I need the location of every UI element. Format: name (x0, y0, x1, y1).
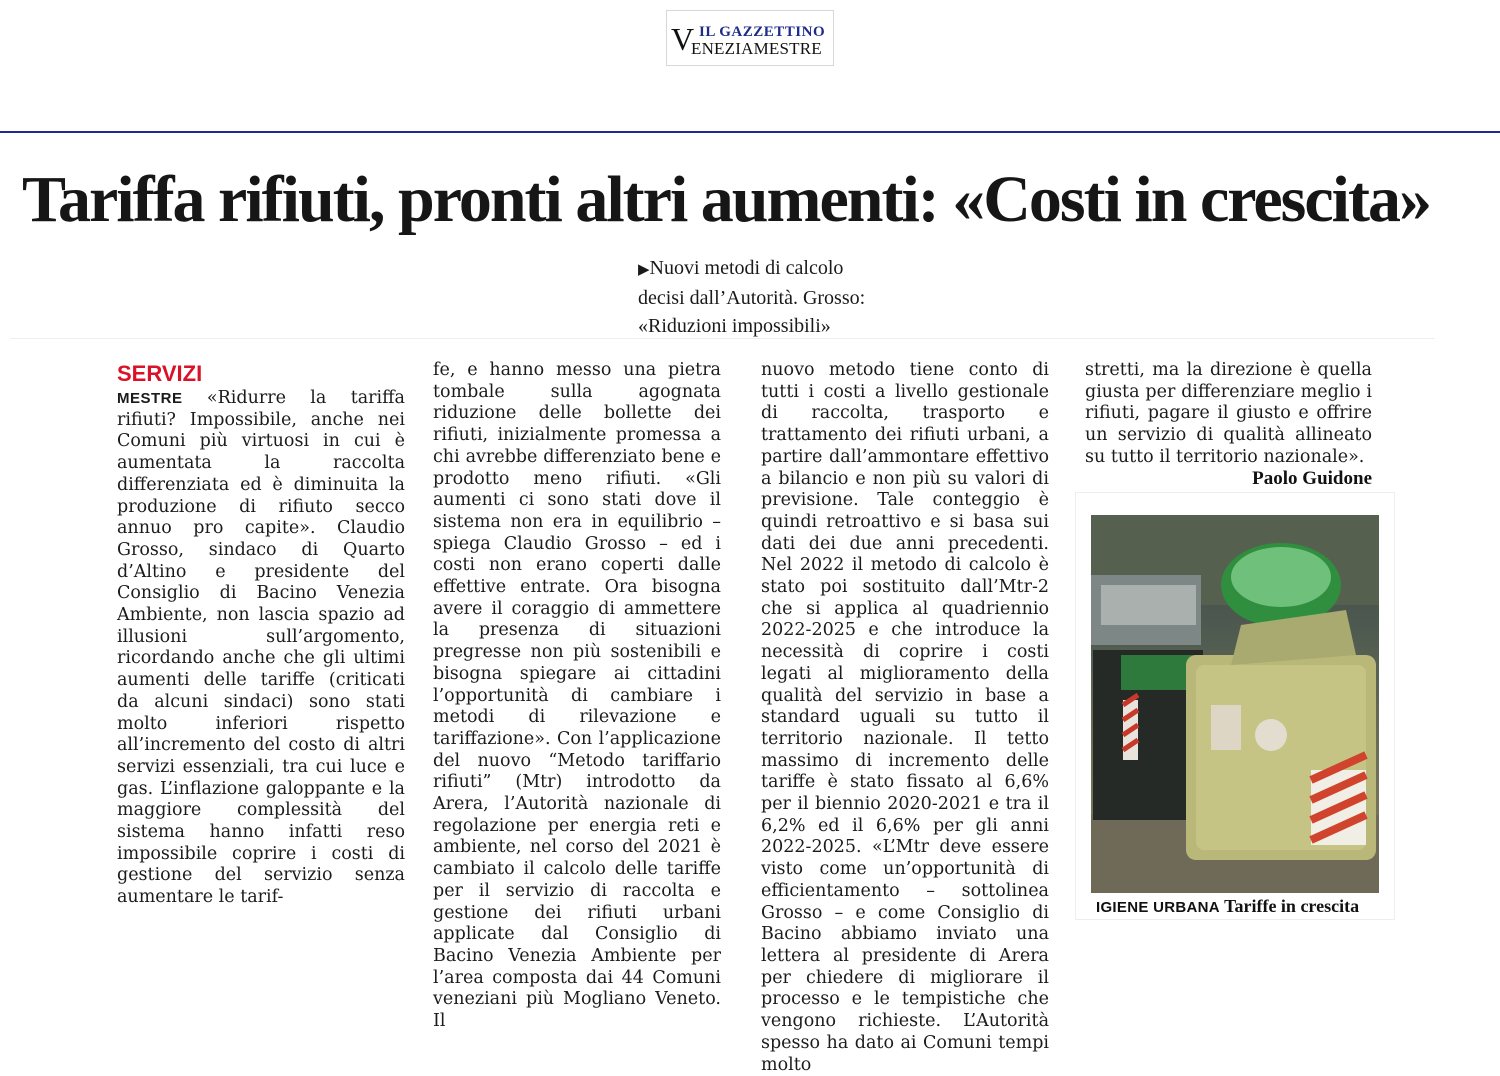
column-4-text: stretti, ma la direzione è quella giusta per differenziare meglio i rifiuti, pagare il giusto e offrire un servizio di qualità allineato su tutto il territorio nazionale». (1085, 360, 1372, 467)
article-column-1 (117, 360, 405, 908)
dateline: MESTRE (117, 390, 183, 407)
triangle-marker-icon: ▶ (638, 262, 650, 278)
section-kicker: SERVIZI (117, 361, 203, 386)
byline: Paolo Guidone (1252, 468, 1372, 489)
divider (10, 338, 1435, 339)
masthead-logo (666, 10, 834, 66)
masthead-edition: ENEZIAMESTRE (691, 39, 822, 58)
column-1-text: «Ridurre la tariffa rifiuti? Impossibile, anche nei Comuni più virtuosi in cui è aumentata la raccolta differenziata ed è diminuita la produzione di rifiuto secco annuo pro capite». Claudio Grosso, sindaco di Quarto d’Altino e presidente del Consiglio di Bacino Venezia Ambiente, non lascia spazio ad illusioni sull’argomento, ricordando anche che gli ultimi aumenti delle tariffe (criticati da alcuni sindaci) sono stati molto inferiori rispetto all’incremento del costo di altri servizi essenziali, tra cui luce e gas. L’inflazione galoppante e la maggiore complessità del sistema hanno infatti reso impossibile coprire i costi di gestione del servizio senza aumentare le tarif- (117, 388, 405, 908)
article-column-4 (1085, 360, 1372, 470)
subhead-line-2: decisi dall’Autorità. Grosso: (638, 287, 866, 309)
headline: Tariffa rifiuti, pronti altri aumenti: «Costi in crescita» (22, 163, 1430, 236)
waste-bins-photo (1091, 515, 1379, 893)
header-rule (0, 131, 1500, 133)
masthead-letter: V (671, 21, 695, 57)
column-2-text: fe, e hanno messo una pietra tombale sulla agognata riduzione delle bollette dei rifiuti, inizialmente promessa a chi avrebbe differenziato bene e prodotto meno rifiuti. «Gli aumenti ci sono stati dove il sistema non era in equilibrio – spiega Claudio Grosso – ed i costi non erano coperti dalle effettive entrate. Ora bisogna avere il coraggio di ammettere la presenza di situazioni pregresse non più sostenibili e bisogna spiegare ai cittadini l’opportunità di cambiare i metodi di rilevazione e tariffazione». Con l’applicazione del nuovo “Metodo tariffario rifiuti” (Mtr) introdotto da Arera, l’Autorità nazionale di regolazione per energia reti e ambiente, nel corso del 2021 è cambiato il calcolo delle tariffe per il servizio di raccolta e gestione dei rifiuti urbani applicate dal Consiglio di Bacino Venezia Ambiente per l’area composta dai 44 Comuni veneziani più Mogliano Veneto. Il (433, 360, 721, 1032)
photo-caption (1096, 896, 1386, 917)
subhead-line-1: ▶Nuovi metodi di calcolo (638, 257, 844, 279)
subhead-line-3: «Riduzioni impossibili» (638, 315, 831, 337)
caption-label: IGIENE URBANA (1096, 899, 1220, 916)
article-column-2 (433, 360, 721, 1032)
subheadline (638, 254, 918, 340)
photo-box (1075, 492, 1395, 920)
caption-text: Tariffe in crescita (1224, 896, 1360, 916)
masthead-title: IL GAZZETTINO (699, 24, 826, 40)
column-3-text: nuovo metodo tiene conto di tutti i costi a livello gestionale di raccolta, trasporto e trattamento dei rifiuti urbani, a partire dall’ammontare effettivo a bilancio e non più su valori di previsione. Tale conteggio è quindi retroattivo e si basa sui dati dei due anni precedenti. Nel 2022 il metodo di calcolo è stato poi sostituito dall’Mtr-2 che si applica al quadriennio 2022-2025 e che introduce la necessità di coprire i costi legati al miglioramento della qualità del servizio in base a standard uguali su tutto il territorio nazionale. Il tetto massimo di incremento delle tariffe è stato fissato al 6,6% per il biennio 2020-2021 e tra il 6,2% ed il 6,6% per gli anni 2022-2025. «L’Mtr deve essere visto come un’opportunità di efficientamento – sottolinea Grosso – e come Consiglio di Bacino abbiamo inviato una lettera al presidente di Arera per chiedere di migliorare il processo e le tempistiche che vengono richieste. L’Autorità spesso ha dato ai Comuni tempi molto (761, 360, 1049, 1075)
article-column-3 (761, 360, 1049, 1075)
